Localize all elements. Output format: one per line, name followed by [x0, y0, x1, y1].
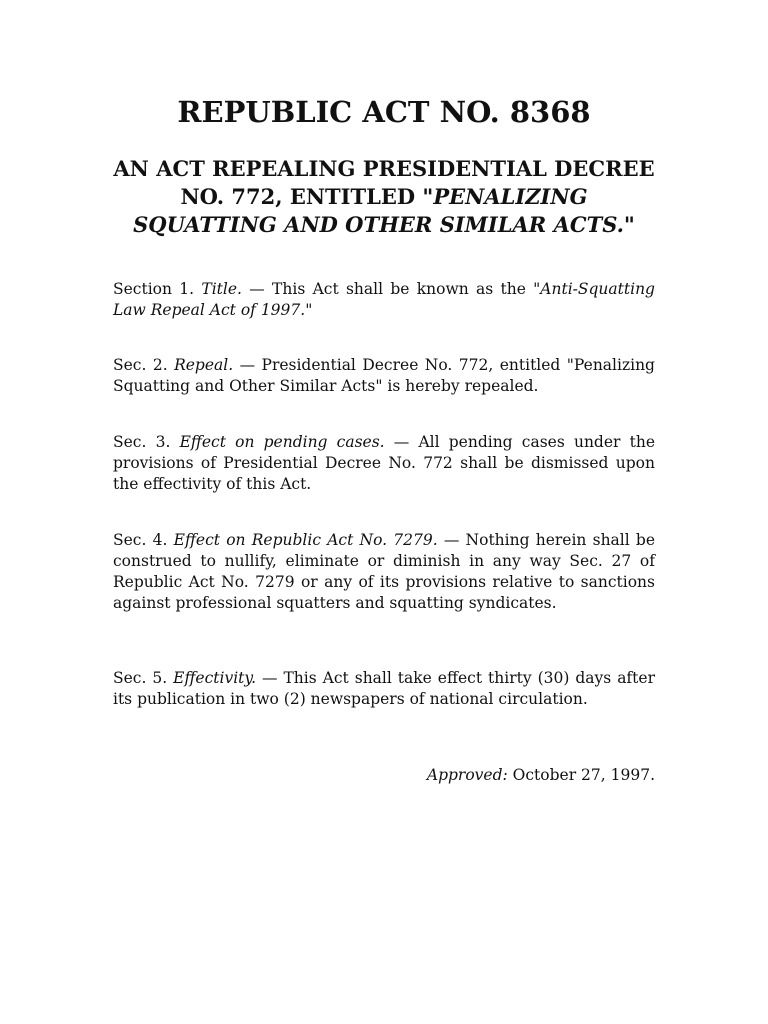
section-heading: Effectivity. — [173, 669, 257, 687]
section-label: Sec. 5. — [113, 669, 168, 687]
section-4 — [113, 530, 655, 614]
approved-label: Approved: — [426, 766, 508, 784]
section-heading: Repeal. — [174, 356, 234, 374]
section-3 — [113, 432, 655, 495]
section-text: — All pending cases under the provisions of Presidential Decree No. 772 shall be dismissed upon the effectivity of this Act. — [113, 433, 655, 493]
page-title: REPUBLIC ACT NO. 8368 — [177, 95, 591, 129]
approval-line — [113, 765, 655, 786]
subtitle-plain: AN ACT REPEALING PRESIDENTIAL DECREE NO. 772, ENTITLED — [113, 156, 655, 209]
section-heading: Effect on pending cases. — [179, 433, 385, 451]
section-label: Sec. 2. — [113, 356, 168, 374]
section-text-end: " — [305, 301, 313, 319]
act-subtitle — [113, 155, 655, 239]
short-title: Anti-Squatting Law Repeal Act of 1997. — [113, 280, 655, 319]
section-5 — [113, 668, 655, 710]
section-2 — [113, 355, 655, 397]
section-label: Sec. 4. — [113, 531, 168, 549]
section-heading: Title. — [201, 280, 242, 298]
section-1 — [113, 279, 655, 321]
section-label: Sec. 3. — [113, 433, 171, 451]
section-text: — Presidential Decree No. 772, entitled "Penalizing Squatting and Other Similar Acts" is hereby repealed. — [113, 356, 655, 395]
approved-date: October 27, 1997. — [507, 766, 655, 784]
section-text: — This Act shall take effect thirty (30) days after its publication in two (2) newspapers of national circulation. — [113, 669, 655, 708]
section-label: Section 1. — [113, 280, 195, 298]
subtitle-italic: "PENALIZING SQUATTING AND OTHER SIMILAR ACTS." — [133, 184, 635, 237]
section-heading: Effect on Republic Act No. 7279. — [173, 531, 438, 549]
section-text: — This Act shall be known as the " — [241, 280, 541, 298]
section-text: — Nothing herein shall be construed to nullify, eliminate or diminish in any way Sec. 27 of Republic Act No. 7279 or any of its provisions relative to sanctions against professional squatters and squatting syndicates. — [113, 531, 656, 612]
